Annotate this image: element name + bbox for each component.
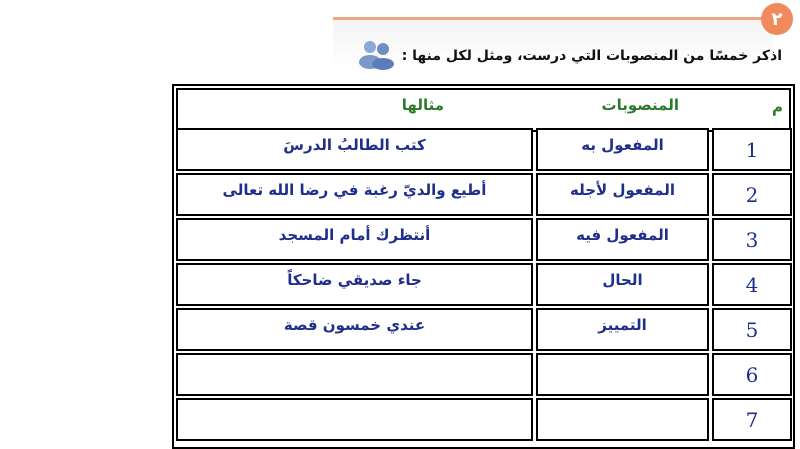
example-cell (176, 263, 533, 306)
category-cell (536, 173, 709, 216)
category-cell (536, 308, 709, 351)
number-cell-text: 4 (745, 272, 759, 297)
number-cell-text: 5 (745, 317, 759, 342)
number-cell (712, 308, 792, 351)
number-cell (712, 173, 792, 216)
example-cell-text: أطيع والديّ رغبة في رضا الله تعالى (222, 180, 487, 199)
category-cell (536, 263, 709, 306)
header-category: المنصوبات (601, 96, 679, 114)
number-cell (712, 263, 792, 306)
category-cell-text: المفعول فيه (576, 225, 669, 244)
category-cell-text: المفعول لأجله (570, 180, 675, 199)
category-cell (536, 218, 709, 261)
header-shade (333, 20, 773, 72)
category-cell-text: التمييز (598, 315, 647, 334)
category-cell-text: الحال (602, 270, 643, 289)
example-cell-text: جاء صديقي ضاحكاً (287, 270, 422, 289)
example-cell (176, 353, 533, 396)
table-header-row (176, 88, 791, 132)
header-divider (333, 17, 765, 20)
category-cell (536, 128, 709, 171)
example-cell (176, 218, 533, 261)
number-cell-text: 2 (745, 182, 759, 207)
example-cell (176, 128, 533, 171)
example-cell (176, 173, 533, 216)
example-cell (176, 398, 533, 441)
number-cell-text: 3 (745, 227, 759, 252)
category-cell (536, 353, 709, 396)
number-cell-text: 1 (745, 137, 759, 162)
header-example: مثالها (401, 96, 444, 114)
people-icon (356, 38, 396, 70)
question-number-badge: ٢ (761, 3, 793, 35)
instruction-text: اذكر خمسًا من المنصوبات التي درست، ومثل لكل منها : (401, 48, 782, 64)
category-cell (536, 398, 709, 441)
example-cell-text: أنتظرك أمام المسجد (278, 225, 431, 244)
example-cell-text: عندي خمسون قصة (283, 315, 426, 334)
category-cell-text: المفعول به (581, 135, 664, 154)
number-cell-text: 6 (745, 362, 759, 387)
number-cell-text: 7 (745, 407, 759, 432)
number-cell (712, 218, 792, 261)
example-cell (176, 308, 533, 351)
number-cell (712, 128, 792, 171)
number-cell (712, 353, 792, 396)
number-cell (712, 398, 792, 441)
example-cell-text: كتب الطالبُ الدرسَ (283, 135, 426, 154)
header-number: م (772, 98, 783, 116)
